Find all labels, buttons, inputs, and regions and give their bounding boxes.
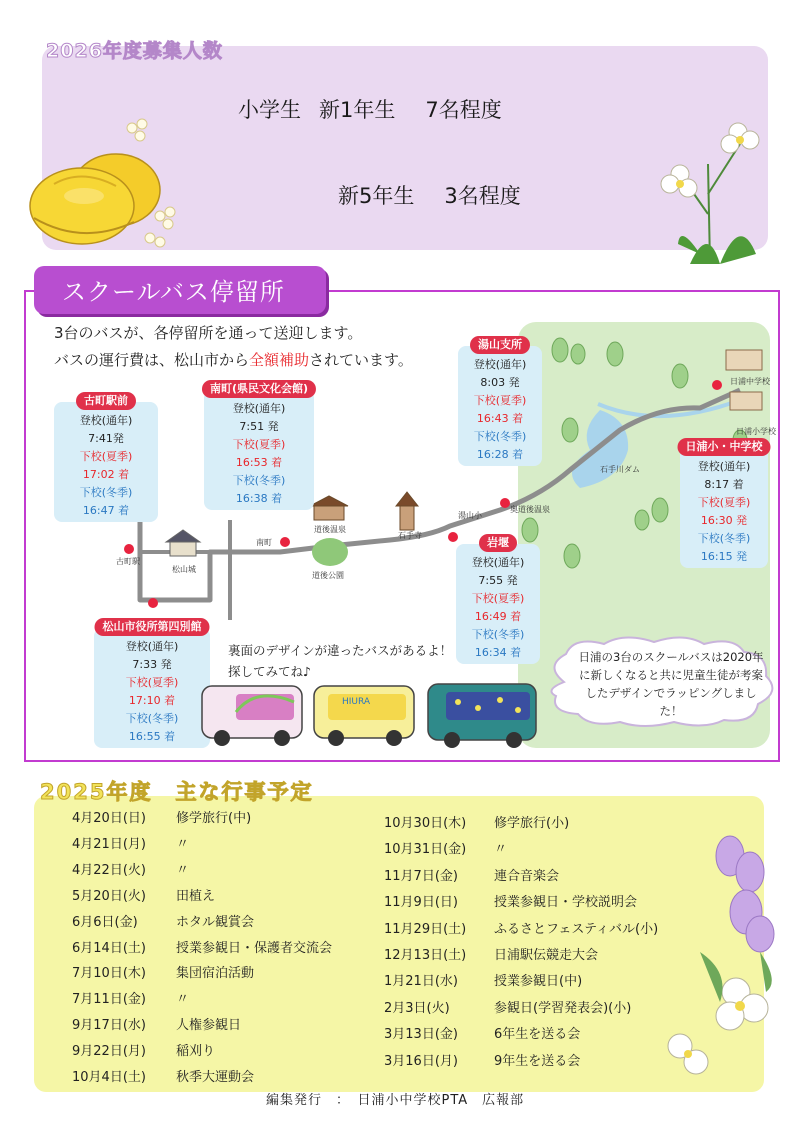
event-row — [384, 970, 724, 990]
event-name: 参観日(学習発表会)(小) — [494, 1000, 632, 1016]
stop-dot-iwaseki — [448, 532, 458, 542]
event-row — [72, 937, 412, 957]
event-date: 1月21日(水) — [384, 974, 458, 990]
stop-line: 下校(夏季) — [79, 450, 133, 463]
event-name: 6年生を送る会 — [494, 1027, 581, 1043]
intro-suffix: されています。 — [309, 351, 413, 369]
stop-dot-yuyama — [500, 498, 510, 508]
event-row — [72, 859, 412, 879]
stop-line: 下校(夏季) — [125, 676, 179, 689]
event-date: 7月10日(木) — [72, 966, 146, 982]
stop-line: 登校(通年) — [473, 358, 527, 371]
event-row — [384, 918, 724, 938]
stop-line: 登校(通年) — [471, 556, 525, 569]
stop-dot-cityhall — [148, 598, 158, 608]
speech-line1: 裏面のデザインが違ったバスがあるよ！ — [228, 643, 453, 658]
event-row — [72, 807, 412, 827]
bus-intro-line1: 3台のバスが、各停留所を通って送迎します。 — [54, 324, 363, 342]
event-date: 10月4日(土) — [72, 1070, 146, 1085]
grade1-count: 7名程度 — [425, 98, 502, 122]
stop-dot-furumachi — [124, 544, 134, 554]
grade1-label: 新1年生 — [319, 98, 396, 122]
event-name: 田植え — [176, 888, 216, 904]
stop-line: 8:03 発 — [480, 376, 520, 389]
stop-line: 16:53 着 — [235, 456, 283, 469]
event-date: 3月13日(金) — [384, 1027, 458, 1043]
stop-line: 下校(冬季) — [79, 486, 133, 499]
elementary-label: 小学生 — [238, 98, 301, 122]
white-flower-bouquet-icon — [660, 104, 770, 268]
event-date: 7月11日(金) — [72, 992, 146, 1008]
stop-card-cityhall — [94, 620, 210, 748]
intro-prefix: バスの運行費は、松山市から — [54, 351, 250, 369]
stop-line: 7:33 発 — [132, 658, 172, 671]
label-okudogo: 奥道後温泉 — [510, 505, 550, 514]
label-dogo-park: 道後公園 — [312, 571, 344, 580]
event-row — [72, 911, 412, 931]
event-name: 稲刈り — [176, 1044, 216, 1060]
event-row — [384, 891, 724, 911]
stop-line: 登校(通年) — [697, 460, 751, 473]
event-name: 秋季大運動会 — [176, 1070, 255, 1085]
stop-line: 16:47 着 — [82, 504, 130, 517]
bus-1 — [202, 686, 302, 746]
recruitment-title: 2026年度募集人数 — [46, 40, 223, 62]
label-ishitegawa-dam: 石手川ダム — [600, 465, 640, 474]
label-matsuyama-castle: 松山城 — [172, 565, 196, 574]
event-name: ふるさとフェスティバル(小) — [494, 921, 659, 937]
events-title: 2025年度 主な行事予定 — [40, 780, 314, 804]
info-cloud-text: 日浦の3台のスクールバスは2020年に新しくなると共に児童生徒が考案したデザインでラッピングしました！ — [578, 650, 764, 718]
event-date: 12月13日(土) — [384, 948, 467, 963]
bus-3 — [428, 684, 536, 748]
recruitment-line-grade1 — [238, 94, 502, 124]
event-row — [72, 885, 412, 905]
event-row — [72, 962, 412, 982]
stop-line: 16:38 着 — [235, 492, 283, 505]
event-date: 11月7日(金) — [384, 868, 458, 884]
stop-line: 下校(夏季) — [232, 438, 286, 451]
event-name: 〃 — [176, 862, 190, 878]
stop-line: 登校(通年) — [79, 414, 133, 427]
event-name: ホタル観賞会 — [176, 914, 255, 930]
event-row — [384, 838, 724, 858]
stop-name: 南町(県民文化会館) — [202, 380, 316, 398]
intro-highlight: 全額補助 — [249, 351, 310, 369]
event-name: 人権参観日 — [176, 1018, 242, 1034]
bus-logo-text: HIURA — [342, 697, 371, 707]
stop-line: 8:17 着 — [704, 478, 744, 491]
event-row — [384, 1023, 724, 1043]
event-date: 6月14日(土) — [72, 940, 146, 956]
bus-illustrations — [196, 672, 546, 752]
stop-line: 下校(夏季) — [697, 496, 751, 509]
event-name: 授業参観日・保護者交流会 — [176, 940, 333, 956]
route-map — [100, 320, 780, 620]
event-name: 連合音楽会 — [494, 868, 560, 884]
event-row — [72, 1014, 412, 1034]
stop-name: 湯山支所 — [470, 336, 530, 354]
label-ishiteji: 石手寺 — [398, 531, 422, 540]
stop-card-yuyama — [458, 338, 542, 466]
label-dogo-onsen: 道後温泉 — [314, 525, 346, 534]
stop-line: 17:02 着 — [82, 468, 130, 481]
event-row — [384, 865, 724, 885]
event-name: 授業参観日(中) — [494, 974, 583, 990]
stop-line: 下校(冬季) — [232, 474, 286, 487]
stop-line: 下校(冬季) — [697, 532, 751, 545]
label-minamimachi: 南町 — [256, 538, 272, 547]
stop-card-furumachi — [54, 394, 158, 522]
event-date: 5月20日(火) — [72, 888, 146, 904]
stop-line: 16:28 着 — [476, 448, 524, 461]
bus-title: スクールバス停留所 — [62, 278, 285, 306]
stop-line: 7:55 発 — [478, 574, 518, 587]
bus-2 — [314, 686, 414, 746]
stop-line: 16:15 発 — [700, 550, 748, 563]
event-date: 4月22日(火) — [72, 862, 146, 878]
grade5-count: 3名程度 — [444, 184, 521, 208]
grade5-label: 新5年生 — [338, 184, 415, 208]
label-yuyama-school: 湯山小 — [458, 511, 482, 520]
footer-credit: 編集発行 ： 日浦小中学校PTA 広報部 — [266, 1093, 525, 1108]
stop-name: 松山市役所第四別館 — [95, 618, 210, 636]
event-name: 修学旅行(中) — [176, 811, 252, 826]
stop-card-minamimachi — [204, 382, 314, 510]
stop-name: 古町駅前 — [76, 392, 136, 410]
event-date: 11月9日(日) — [384, 895, 458, 911]
event-date: 9月22日(月) — [72, 1044, 146, 1060]
event-row — [72, 988, 412, 1008]
event-row — [72, 1040, 412, 1060]
event-name: 集団宿泊活動 — [176, 966, 255, 982]
stop-line: 16:55 着 — [128, 730, 176, 743]
event-row — [384, 1050, 724, 1070]
label-furumachi: 古町駅 — [116, 557, 140, 566]
event-date: 10月30日(木) — [384, 816, 467, 831]
event-row — [72, 833, 412, 853]
event-row — [384, 944, 724, 964]
event-name: 9年生を送る会 — [494, 1053, 581, 1069]
event-row — [384, 997, 724, 1017]
stop-line: 下校(冬季) — [473, 430, 527, 443]
recruitment-line-grade5 — [338, 180, 521, 210]
stop-line: 下校(夏季) — [471, 592, 525, 605]
event-name: 日浦駅伝競走大会 — [494, 948, 599, 963]
stop-dot-hiura — [712, 380, 722, 390]
stop-card-iwaseki — [456, 536, 540, 664]
stop-line: 16:49 着 — [474, 610, 522, 623]
stop-line: 下校(冬季) — [125, 712, 179, 725]
event-name: 授業参観日・学校説明会 — [494, 895, 638, 911]
stop-line: 16:34 着 — [474, 646, 522, 659]
event-date: 10月31日(金) — [384, 842, 467, 858]
event-date: 11月29日(土) — [384, 921, 467, 937]
stop-line: 17:10 着 — [128, 694, 176, 707]
event-row — [72, 1066, 412, 1086]
event-name: 〃 — [494, 842, 508, 858]
event-date: 4月21日(月) — [72, 836, 146, 852]
event-date: 2月3日(火) — [384, 1000, 450, 1016]
event-date: 3月16日(月) — [384, 1053, 458, 1069]
event-date: 4月20日(日) — [72, 811, 146, 826]
event-date: 6月6日(金) — [72, 914, 138, 930]
event-date: 9月17日(水) — [72, 1018, 146, 1034]
speech-line2: 探してみてね♪ — [228, 664, 311, 679]
stop-line: 16:30 発 — [700, 514, 748, 527]
white-flower-icon — [120, 116, 200, 256]
stop-line: 下校(夏季) — [473, 394, 527, 407]
stop-dot-minamimachi — [280, 537, 290, 547]
event-row — [384, 812, 724, 832]
stop-name: 岩堰 — [479, 534, 517, 552]
label-hiura-junior: 日浦中学校 — [730, 377, 770, 386]
stop-line: 7:51 発 — [239, 420, 279, 433]
stop-line: 下校(冬季) — [471, 628, 525, 641]
stop-name: 日浦小・中学校 — [678, 438, 771, 456]
stop-line: 7:41発 — [88, 432, 124, 445]
stop-line: 登校(通年) — [232, 402, 286, 415]
stop-card-hiura — [680, 440, 768, 568]
event-name: 修学旅行(小) — [494, 816, 570, 831]
label-hiura-elementary: 日浦小学校 — [736, 427, 776, 436]
event-name: 〃 — [176, 836, 190, 852]
event-name: 〃 — [176, 992, 190, 1008]
stop-line: 登校(通年) — [125, 640, 179, 653]
stop-line: 16:43 着 — [476, 412, 524, 425]
